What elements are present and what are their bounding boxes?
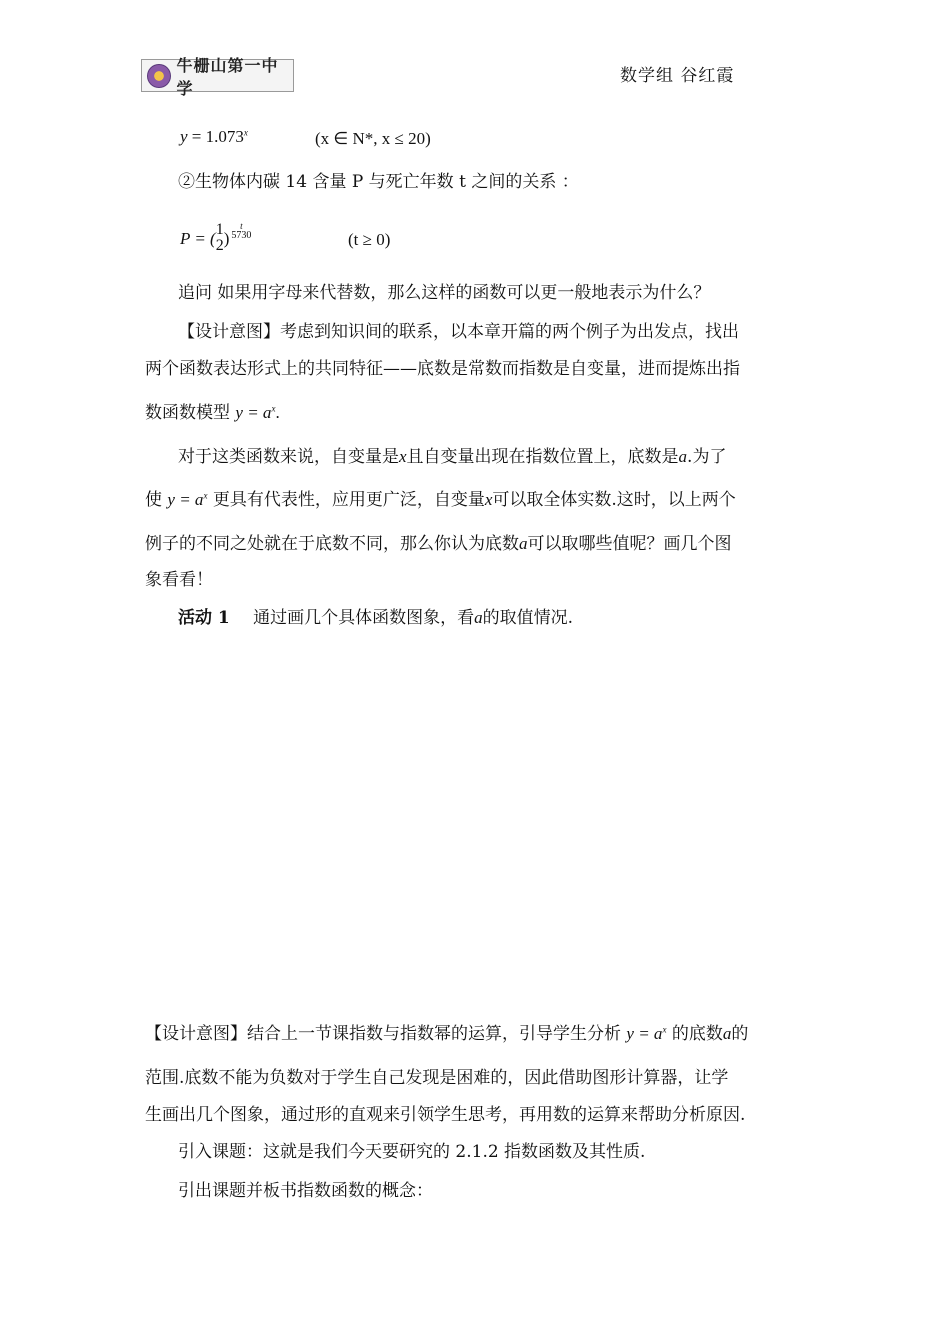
formula-2-exponent <box>231 222 251 241</box>
design-intent-1-line-1: 【设计意图】考虑到知识间的联系，以本章开篇的两个例子为出发点，找出 <box>178 322 739 342</box>
text-fragment: 的 <box>731 1024 749 1044</box>
exponent-denominator: 5730 <box>231 229 252 241</box>
formula-2-fraction <box>216 222 224 254</box>
intro-topic: 引入课题：这就是我们今天要研究的 2.1.2 指数函数及其性质. <box>178 1142 646 1162</box>
var-a: a <box>519 534 528 553</box>
text-fragment: 可以取全体实数.这时，以上两个 <box>492 490 736 510</box>
formula-exp: x <box>271 403 276 414</box>
formula-1-lhs: y <box>180 127 188 146</box>
fraction-numerator: 1 <box>215 221 224 238</box>
design-intent-2-line-1 <box>145 1025 748 1043</box>
lead-concept: 引出课题并板书指数函数的概念： <box>178 1181 433 1201</box>
paragraph-line-2 <box>145 491 736 509</box>
activity-label: 活动 1 <box>178 608 230 628</box>
header-author: 数学组 谷红霞 <box>620 66 735 86</box>
formula-y-ax: y = a <box>235 403 272 422</box>
var-a: a <box>722 1024 732 1043</box>
text-fragment: 【设计意图】结合上一节课指数与指数幂的运算，引导学生分析 <box>145 1024 627 1044</box>
school-logo <box>141 55 294 98</box>
var-a: a <box>474 608 483 627</box>
text-fragment: 且自变量出现在指数位置上，底数是 <box>406 447 679 467</box>
formula-exp: x <box>662 1024 667 1035</box>
school-logo-text: 牛栅山第一中学 <box>176 55 279 98</box>
design-intent-1-line-3 <box>145 404 280 422</box>
formula-y-ax: y = a <box>626 1024 663 1043</box>
text-fragment: 更具有代表性，应用更广泛，自变量 <box>207 490 485 510</box>
text-fragment: 对于这类函数来说，自变量是 <box>178 447 399 467</box>
school-seal-icon <box>147 64 171 88</box>
exponent-numerator: t <box>240 220 243 231</box>
design-intent-2-line-2: 范围.底数不能为负数对于学生自己发现是困难的，因此借助图形计算器，让学 <box>145 1068 729 1088</box>
formula-2 <box>180 214 251 262</box>
text-fragment: 的取值情况. <box>482 608 574 628</box>
formula-1-domain: (x ∈ N*, x ≤ 20) <box>315 129 431 148</box>
design-intent-1-line-2: 两个函数表达形式上的共同特征——底数是常数而指数是自变量，进而提炼出指 <box>145 359 740 379</box>
paragraph-line-1 <box>178 448 726 466</box>
var-x: x <box>484 490 493 509</box>
formula-y-ax: y = a <box>167 490 204 509</box>
formula-2-close-paren: ) <box>223 228 230 248</box>
paragraph-line-3 <box>145 535 732 553</box>
fraction-denominator: 2 <box>215 237 224 254</box>
text-fragment: .为了 <box>687 447 727 467</box>
paragraph-line-4: 象看看！ <box>145 570 213 590</box>
text-fragment: 数函数模型 <box>145 403 236 423</box>
formula-2-domain: (t ≥ 0) <box>348 230 391 249</box>
text-fragment: . <box>275 403 280 422</box>
var-x: x <box>399 447 407 466</box>
formula-exp: x <box>203 490 208 501</box>
design-intent-2-line-3: 生画出几个图象，通过形的直观来引领学生思考，再用数的运算来帮助分析原因. <box>145 1105 746 1125</box>
text-fragment: 使 <box>145 490 168 510</box>
formula-1-exp: x <box>243 127 248 138</box>
text-fragment: 例子的不同之处就在于底数不同，那么你认为底数 <box>145 534 519 554</box>
text-fragment: 的底数 <box>666 1024 723 1044</box>
item-2: ②生物体内碳 14 含量 P 与死亡年数 t 之间的关系 ： <box>178 172 579 192</box>
formula-1 <box>180 128 248 146</box>
followup-question: 追问 如果用字母来代替数，那么这样的函数可以更一般地表示为什么？ <box>178 283 711 303</box>
text-fragment: 可以取哪些值呢？画几个图 <box>527 534 732 554</box>
activity-1 <box>178 609 573 627</box>
text-fragment: 通过画几个具体函数图象，看 <box>253 608 475 628</box>
var-a: a <box>678 447 688 466</box>
formula-1-base: = 1.073 <box>187 127 244 146</box>
formula-2-lhs: P = ( <box>180 228 216 248</box>
